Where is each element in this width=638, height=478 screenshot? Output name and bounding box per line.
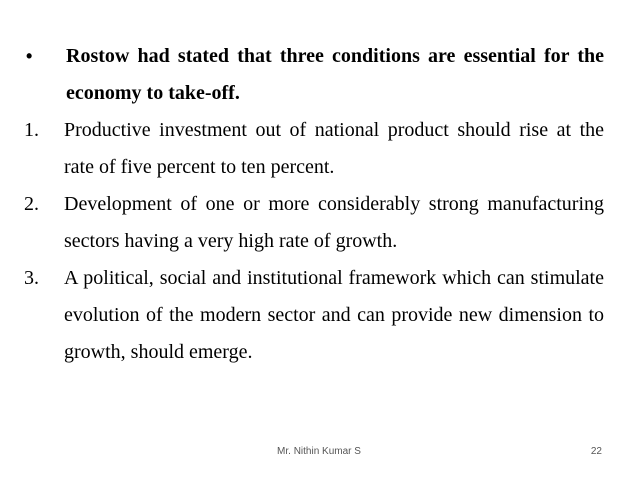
- bullet-marker: •: [26, 46, 33, 66]
- list-item-3-text: A political, social and institutional framework which can stimulate evolution of the modern sector and can provide new dimension to growth, should emerge.: [64, 267, 604, 363]
- list-number-3: 3.: [24, 267, 39, 289]
- bullet-intro-text: Rostow had stated that three conditions are essential for the economy to take-off.: [66, 45, 604, 104]
- list-item-2-text: Development of one or more considerably strong manufacturing sectors having a very high rate of growth.: [64, 193, 604, 252]
- slide-content: [24, 38, 604, 371]
- footer-author: Mr. Nithin Kumar S: [277, 446, 361, 457]
- list-item-3: [24, 260, 604, 371]
- list-item-1: [24, 112, 604, 186]
- bullet-intro: [24, 38, 604, 112]
- list-item-1-text: Productive investment out of national product should rise at the rate of five percent to ten percent.: [64, 119, 604, 178]
- page-number: 22: [590, 446, 602, 457]
- list-number-1: 1.: [24, 119, 39, 141]
- list-item-2: [24, 186, 604, 260]
- list-number-2: 2.: [24, 193, 39, 215]
